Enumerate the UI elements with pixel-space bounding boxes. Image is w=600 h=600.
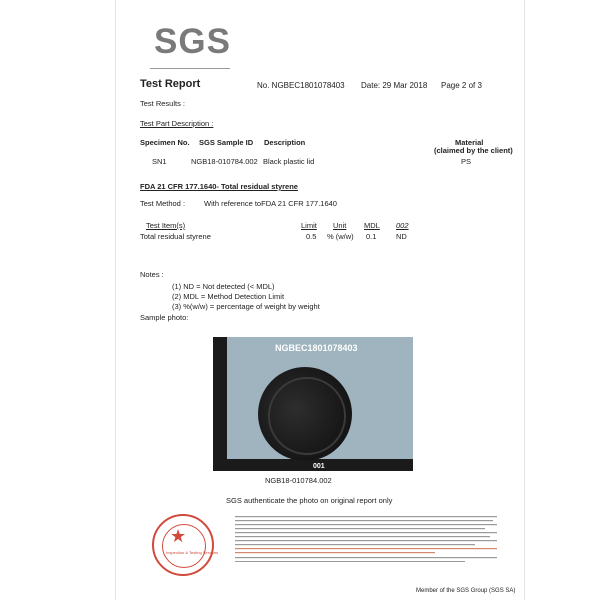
photo-authenticate-note: SGS authenticate the photo on original report only — [226, 496, 393, 505]
sgs-logo — [150, 20, 232, 62]
row-description: Black plastic lid — [263, 157, 315, 166]
ruler-left — [213, 337, 227, 471]
col-mdl: MDL — [364, 221, 380, 230]
result-value: ND — [396, 232, 407, 241]
test-results-label: Test Results : — [140, 99, 186, 108]
report-number: No. NGBEC1801078403 — [257, 81, 345, 90]
row-sample-id: NGB18-010784.002 — [191, 157, 258, 166]
page-indicator: Page 2 of 3 — [441, 81, 482, 90]
col-002: 002 — [396, 221, 409, 230]
sample-photo — [213, 337, 413, 471]
footer-area — [150, 512, 500, 582]
col-specimen-no: Specimen No. — [140, 138, 190, 147]
row-specimen: SN1 — [152, 157, 167, 166]
col-limit: Limit — [301, 221, 317, 230]
photo-caption: NGB18-010784.002 — [265, 476, 332, 485]
result-mdl: 0.1 — [366, 232, 377, 241]
star-icon: ★ — [170, 526, 187, 546]
report-title: Test Report — [140, 78, 201, 90]
footer-member: Member of the SGS Group (SGS SA) — [416, 588, 516, 594]
ruler-number: 001 — [313, 463, 325, 470]
sgs-logo-text: SGS — [154, 22, 231, 61]
test-method-value: With reference toFDA 21 CFR 177.1640 — [204, 199, 337, 208]
col-material: Material — [455, 138, 484, 147]
test-part-description-label: Test Part Description : — [140, 119, 214, 128]
test-method-label: Test Method : — [140, 199, 186, 208]
ruler-bottom — [213, 459, 413, 471]
result-limit: 0.5 — [306, 232, 317, 241]
col-sgs-sample-id: SGS Sample ID — [199, 138, 254, 147]
section-title: FDA 21 CFR 177.1640- Total residual styrene — [140, 182, 298, 191]
col-test-items: Test Item(s) — [146, 221, 186, 230]
result-unit: % (w/w) — [327, 232, 354, 241]
fine-print-lines — [235, 516, 497, 562]
notes-label: Notes : — [140, 270, 164, 279]
sample-photo-label: Sample photo: — [140, 313, 189, 322]
col-description: Description — [264, 138, 306, 147]
note-item: (1) ND = Not detected (< MDL) — [172, 282, 275, 291]
black-plastic-lid-image — [258, 367, 352, 461]
seal-text: Inspection & Testing Services — [166, 550, 219, 555]
logo-underline — [150, 68, 230, 69]
lid-rim — [268, 377, 346, 455]
note-item: (2) MDL = Method Detection Limit — [172, 292, 285, 301]
photo-overlay-id: NGBEC1801078403 — [275, 343, 358, 353]
result-item: Total residual styrene — [140, 232, 211, 241]
fine-print-block — [235, 516, 497, 563]
note-item: (3) %(w/w) = percentage of weight by weight — [172, 302, 320, 311]
row-material: PS — [461, 157, 472, 166]
company-seal — [152, 514, 219, 576]
col-unit: Unit — [333, 221, 347, 230]
report-date: Date: 29 Mar 2018 — [361, 81, 428, 90]
col-material-claimed: (claimed by the client) — [434, 146, 513, 155]
